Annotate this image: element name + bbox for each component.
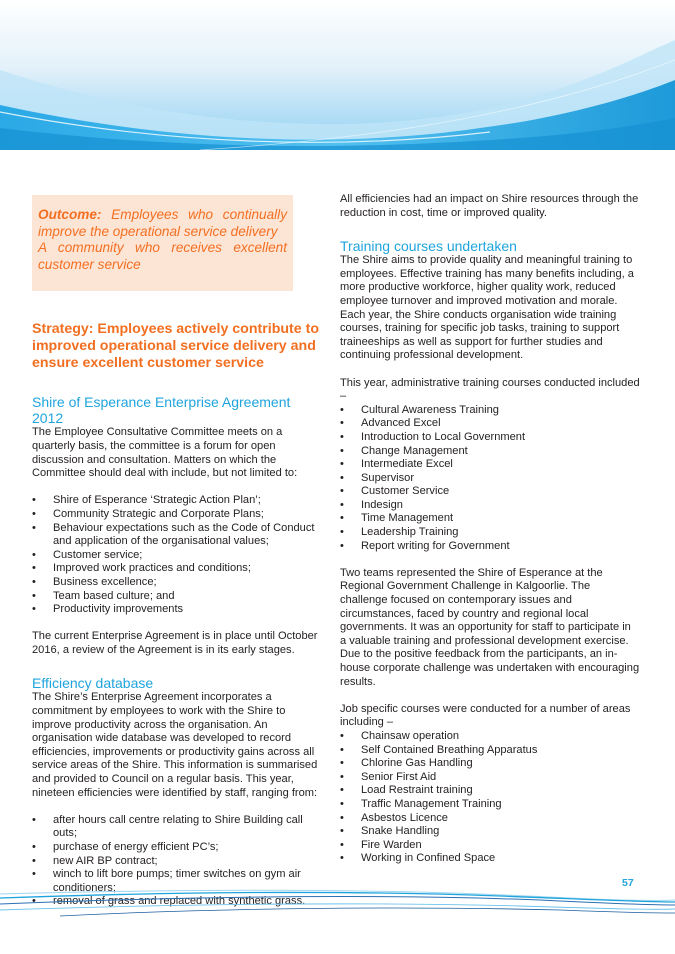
- list-item: • Advanced Excel: [340, 417, 640, 431]
- list-item: • Indesign: [340, 499, 640, 513]
- list-item: • purchase of energy efficient PC’s;: [32, 841, 324, 855]
- list-item: • Behaviour expectations such as the Code of Conduct and application of the organisational values;: [32, 522, 324, 549]
- list-item: • Asbestos Licence: [340, 812, 640, 826]
- list-item: • Improved work practices and conditions;: [32, 562, 324, 576]
- list-item: • Fire Warden: [340, 839, 640, 853]
- list-item: • Business excellence;: [32, 576, 324, 590]
- list-item: • after hours call centre relating to Shire Building call outs;: [32, 814, 324, 841]
- outcome-line-1: [38, 207, 287, 240]
- outcome-box: [32, 195, 293, 291]
- list-item: • Senior First Aid: [340, 771, 640, 785]
- training-heading: Training courses undertaken: [340, 238, 517, 255]
- page-number: 57: [622, 877, 634, 889]
- job-courses-list: [340, 730, 640, 866]
- header-wave-banner: [0, 0, 675, 150]
- list-item: • Change Management: [340, 445, 640, 459]
- list-item: • Shire of Esperance ‘Strategic Action Plan’;: [32, 494, 324, 508]
- efficiencies-impact: All efficiencies had an impact on Shire resources through the reduction in cost, time or improved quality.: [340, 193, 639, 219]
- training-paragraph-1: The Shire aims to provide quality and meaningful training to employees. Effective training has many benefits including, a more productive workforce, higher quality work, reduced employee turnover and improved motivation and morale.: [340, 254, 634, 307]
- list-item: • Customer Service: [340, 485, 640, 499]
- list-item: • Cultural Awareness Training: [340, 404, 640, 418]
- list-item: • Self Contained Breathing Apparatus: [340, 744, 640, 758]
- list-item: • Productivity improvements: [32, 603, 324, 617]
- efficiency-intro: The Shire’s Enterprise Agreement incorporates a commitment by employees to work with the Shire to improve productivity across the organisation. An organisation wide database was developed to record efficiencies, improvements or productivity gains across all service areas of the Shire. This information is summarised and provided to Council on a regular basis. This year, nineteen efficiencies were identified by staff, ranging from:: [32, 691, 318, 799]
- right-column: [340, 193, 640, 866]
- list-item: • Leadership Training: [340, 526, 640, 540]
- admin-courses-intro: This year, administrative training courses conducted included –: [340, 376, 640, 403]
- list-item: • Introduction to Local Government: [340, 431, 640, 445]
- list-item: • Supervisor: [340, 472, 640, 486]
- list-item: • Report writing for Government: [340, 540, 640, 554]
- admin-courses-list: [340, 404, 640, 554]
- left-column: [32, 195, 324, 909]
- list-item: • removal of grass and replaced with synthetic grass.: [32, 895, 324, 909]
- list-item: • Snake Handling: [340, 825, 640, 839]
- list-item: • Working in Confined Space: [340, 852, 640, 866]
- list-item: • Team based culture; and: [32, 590, 324, 604]
- government-challenge-paragraph: Two teams represented the Shire of Esperance at the Regional Government Challenge in Kalgoorlie. The challenge focused on contemporary issues and circumstances, faced by country and regional local governments. It was an opportunity for staff to participate in a valuable training and professional development exercise. Due to the positive feedback from the participants, an in-house corporate challenge was undertaken with encouraging results.: [340, 566, 640, 688]
- job-courses-intro: Job specific courses were conducted for a number of areas including –: [340, 702, 631, 729]
- list-item: • new AIR BP contract;: [32, 855, 324, 869]
- list-item: • Intermediate Excel: [340, 458, 640, 472]
- list-item: • Chainsaw operation: [340, 730, 640, 744]
- outcome-text-1: Employees who continually improve the operational service delivery: [38, 207, 288, 239]
- enterprise-heading: Shire of Esperance Enterprise Agreement 2012: [32, 394, 291, 427]
- list-item: • Chlorine Gas Handling: [340, 757, 640, 771]
- enterprise-intro: The Employee Consultative Committee meets on a quarterly basis, the committee is a forum for open discussion and consultation. Matters on which the Committee should deal with include, but not limited to:: [32, 426, 298, 480]
- efficiency-heading: Efficiency database: [32, 675, 154, 692]
- outcome-line-2: A community who receives excellent customer service: [38, 240, 287, 272]
- enterprise-closing: The current Enterprise Agreement is in place until October 2016, a review of the Agreement is in its early stages.: [32, 630, 318, 656]
- enterprise-list: [32, 494, 324, 616]
- list-item: • Community Strategic and Corporate Plans;: [32, 508, 324, 522]
- list-item: • Time Management: [340, 512, 640, 526]
- training-paragraph-2: Each year, the Shire conducts organisation wide training courses, training for specific job tasks, training to support traineeships as well as support for further studies and continuing professional development.: [340, 308, 620, 362]
- outcome-label: Outcome:: [38, 207, 102, 222]
- strategy-heading: Strategy: Employees actively contribute to improved operational service delivery and ensure excellent customer service: [32, 321, 319, 372]
- list-item: • Customer service;: [32, 549, 324, 563]
- list-item: • Traffic Management Training: [340, 798, 640, 812]
- list-item: • winch to lift bore pumps; timer switches on gym air conditioners;: [32, 868, 324, 895]
- list-item: • Load Restraint training: [340, 784, 640, 798]
- footer-wave-lines: [0, 880, 675, 920]
